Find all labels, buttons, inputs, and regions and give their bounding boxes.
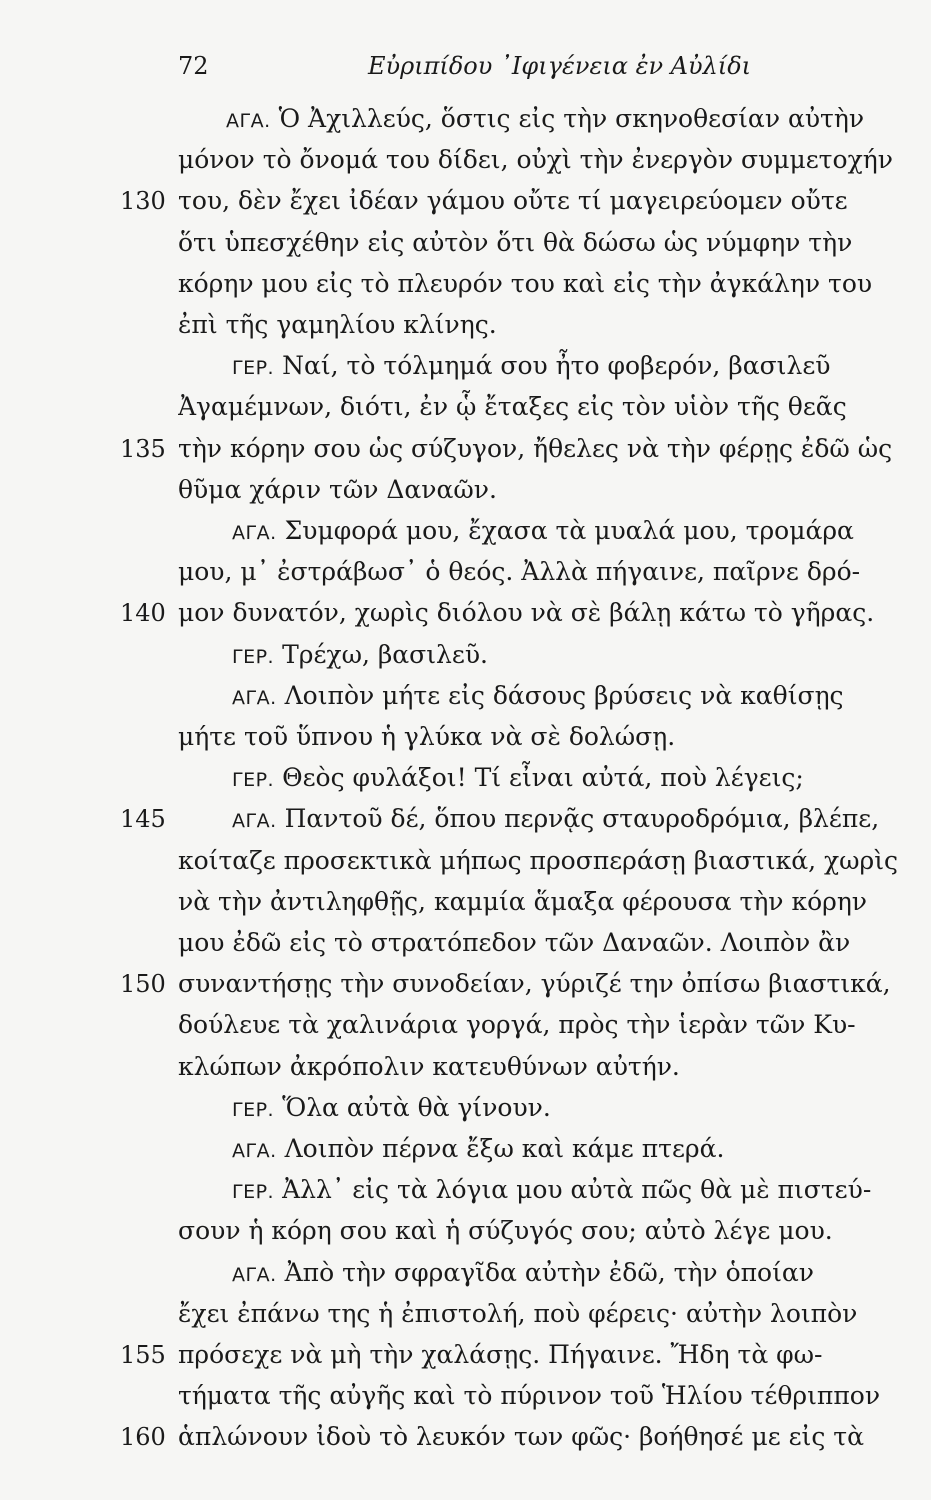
line-text: ὅτι ὑπεσχέθην εἰς αὐτὸν ὅτι θὰ δώσω ὡς νύμφην τὴν bbox=[178, 228, 853, 257]
line-text: μόνον τὸ ὄνομά του δίδει, οὐχὶ τὴν ἐνεργὸν συμμετοχήν bbox=[178, 145, 893, 174]
line-text: δούλευε τὰ χαλινάρια γοργά, πρὸς τὴν ἱερὰν τῶν Κυ- bbox=[178, 1010, 856, 1039]
text-line bbox=[178, 432, 902, 466]
line-number: 135 bbox=[120, 435, 166, 463]
page-number: 72 bbox=[178, 52, 209, 80]
text-line bbox=[178, 1050, 902, 1084]
text-line bbox=[178, 226, 902, 260]
text-line bbox=[178, 720, 902, 754]
line-text: σουν ἡ κόρη σου καὶ ἡ σύζυγός σου; αὐτὸ λέγε μου. bbox=[178, 1216, 833, 1245]
text-line bbox=[178, 844, 902, 878]
line-text: ἐπὶ τῆς γαμηλίου κλίνης. bbox=[178, 310, 497, 339]
text-line bbox=[178, 1297, 902, 1331]
text-line bbox=[178, 926, 902, 960]
text-line bbox=[232, 761, 902, 795]
speaker-label: ΑΓΑ. bbox=[226, 110, 271, 132]
text-line bbox=[178, 390, 902, 424]
speaker-label: ΑΓΑ. bbox=[232, 687, 277, 709]
text-line bbox=[232, 514, 902, 548]
text-line bbox=[178, 473, 902, 507]
line-text: ἁπλώνουν ἰδοὺ τὸ λευκόν των φῶς· βοήθησέ με εἰς τὰ bbox=[178, 1422, 865, 1451]
running-title: Εὐριπίδου ᾿Ιφιγένεια ἐν Αὐλίδι bbox=[368, 52, 752, 80]
line-number: 160 bbox=[120, 1423, 166, 1451]
line-text: κόρην μου εἰς τὸ πλευρόν του καὶ εἰς τὴν ἀγκάλην του bbox=[178, 269, 873, 298]
line-text: Παντοῦ δέ, ὅπου περνᾷς σταυροδρόμια, βλέπε, bbox=[284, 804, 880, 833]
text-line bbox=[232, 679, 902, 713]
line-text: Ναί, τὸ τόλμημά σου ἦτο φοβερόν, βασιλεῦ bbox=[282, 351, 831, 380]
text-line bbox=[232, 1173, 902, 1207]
line-text: τήματα τῆς αὐγῆς καὶ τὸ πύρινον τοῦ Ἡλίου τέθριππον bbox=[178, 1381, 881, 1410]
line-text: κοίταζε προσεκτικὰ μήπως προσπεράσῃ βιαστικά, χωρὶς bbox=[178, 846, 899, 875]
line-text: Λοιπὸν πέρνα ἔξω καὶ κάμε πτερά. bbox=[284, 1134, 725, 1163]
line-text: κλώπων ἀκρόπολιν κατευθύνων αὐτήν. bbox=[178, 1052, 680, 1081]
text-line bbox=[178, 1008, 902, 1042]
text-line bbox=[178, 1214, 902, 1248]
text-line bbox=[232, 1132, 902, 1166]
line-number: 130 bbox=[120, 187, 166, 215]
line-text: Ἀπὸ τὴν σφραγῖδα αὐτὴν ἐδῶ, τὴν ὁποίαν bbox=[284, 1258, 814, 1287]
line-text: του, δὲν ἔχει ἰδέαν γάμου οὔτε τί μαγειρεύομεν οὔτε bbox=[178, 186, 848, 215]
text-line bbox=[178, 967, 902, 1001]
running-header bbox=[178, 52, 752, 86]
speaker-label: ΓΕΡ. bbox=[232, 1099, 275, 1121]
text-line bbox=[232, 1256, 902, 1290]
text-line bbox=[232, 349, 902, 383]
text-line bbox=[178, 555, 902, 589]
line-text: Ὅλα αὐτὰ θὰ γίνουν. bbox=[282, 1093, 551, 1122]
text-line bbox=[232, 638, 902, 672]
line-text: τὴν κόρην σου ὡς σύζυγον, ἤθελες νὰ τὴν φέρῃς ἐδῶ ὡς bbox=[178, 434, 893, 463]
speaker-label: ΑΓΑ. bbox=[232, 1264, 277, 1286]
text-line bbox=[178, 1420, 902, 1454]
text-line bbox=[178, 308, 902, 342]
line-text: Ὁ Ἀχιλλεύς, ὅστις εἰς τὴν σκηνοθεσίαν αὐτὴν bbox=[278, 104, 865, 133]
line-text: μου, μ᾿ ἐστράβωσ᾿ ὁ θεός. Ἀλλὰ πήγαινε, παῖρνε δρό- bbox=[178, 557, 861, 586]
line-text: Θεὸς φυλάξοι! Τί εἶναι αὐτά, ποὺ λέγεις; bbox=[282, 763, 804, 792]
speaker-label: ΓΕΡ. bbox=[232, 357, 275, 379]
text-line bbox=[178, 1379, 902, 1413]
speaker-label: ΑΓΑ. bbox=[232, 1140, 277, 1162]
text-line bbox=[232, 802, 902, 836]
line-number: 155 bbox=[120, 1341, 166, 1369]
line-text: Συμφορά μου, ἔχασα τὰ μυαλά μου, τρομάρα bbox=[284, 516, 854, 545]
line-text: μου ἐδῶ εἰς τὸ στρατόπεδον τῶν Δαναῶν. Λοιπὸν ἂν bbox=[178, 928, 851, 957]
text-line bbox=[178, 1338, 902, 1372]
line-text: μον δυνατόν, χωρὶς διόλου νὰ σὲ βάλῃ κάτω τὸ γῆρας. bbox=[178, 598, 875, 627]
text-line bbox=[226, 102, 902, 136]
text-line bbox=[178, 184, 902, 218]
line-text: πρόσεχε νὰ μὴ τὴν χαλάσῃς. Πήγαινε. Ἤδη τὰ φω- bbox=[178, 1340, 823, 1369]
text-line bbox=[232, 1091, 902, 1125]
text-line bbox=[178, 596, 902, 630]
text-line bbox=[178, 885, 902, 919]
line-text: ἔχει ἐπάνω της ἡ ἐπιστολή, ποὺ φέρεις· αὐτὴν λοιπὸν bbox=[178, 1299, 858, 1328]
line-number: 150 bbox=[120, 970, 166, 998]
speaker-label: ΑΓΑ. bbox=[232, 810, 277, 832]
speaker-label: ΓΕΡ. bbox=[232, 646, 275, 668]
line-text: Τρέχω, βασιλεῦ. bbox=[282, 640, 488, 669]
line-text: Λοιπὸν μήτε εἰς δάσους βρύσεις νὰ καθίσῃς bbox=[284, 681, 844, 710]
line-number: 140 bbox=[120, 599, 166, 627]
line-text: μήτε τοῦ ὕπνου ἡ γλύκα νὰ σὲ δολώσῃ. bbox=[178, 722, 676, 751]
line-number: 145 bbox=[120, 805, 166, 833]
speaker-label: ΑΓΑ. bbox=[232, 522, 277, 544]
text-line bbox=[178, 143, 902, 177]
line-text: Ἀγαμέμνων, διότι, ἐν ᾧ ἔταξες εἰς τὸν υἱὸν τῆς θεᾶς bbox=[178, 392, 847, 421]
line-text: Ἀλλ᾿ εἰς τὰ λόγια μου αὐτὰ πῶς θὰ μὲ πιστεύ- bbox=[282, 1175, 872, 1204]
speaker-label: ΓΕΡ. bbox=[232, 1181, 275, 1203]
speaker-label: ΓΕΡ. bbox=[232, 769, 275, 791]
line-text: συναντήσῃς τὴν συνοδείαν, γύριζέ την ὀπίσω βιαστικά, bbox=[178, 969, 891, 998]
text-line bbox=[178, 267, 902, 301]
line-text: θῦμα χάριν τῶν Δαναῶν. bbox=[178, 475, 497, 504]
line-text: νὰ τὴν ἀντιληφθῇς, καμμία ἅμαξα φέρουσα τὴν κόρην bbox=[178, 887, 867, 916]
